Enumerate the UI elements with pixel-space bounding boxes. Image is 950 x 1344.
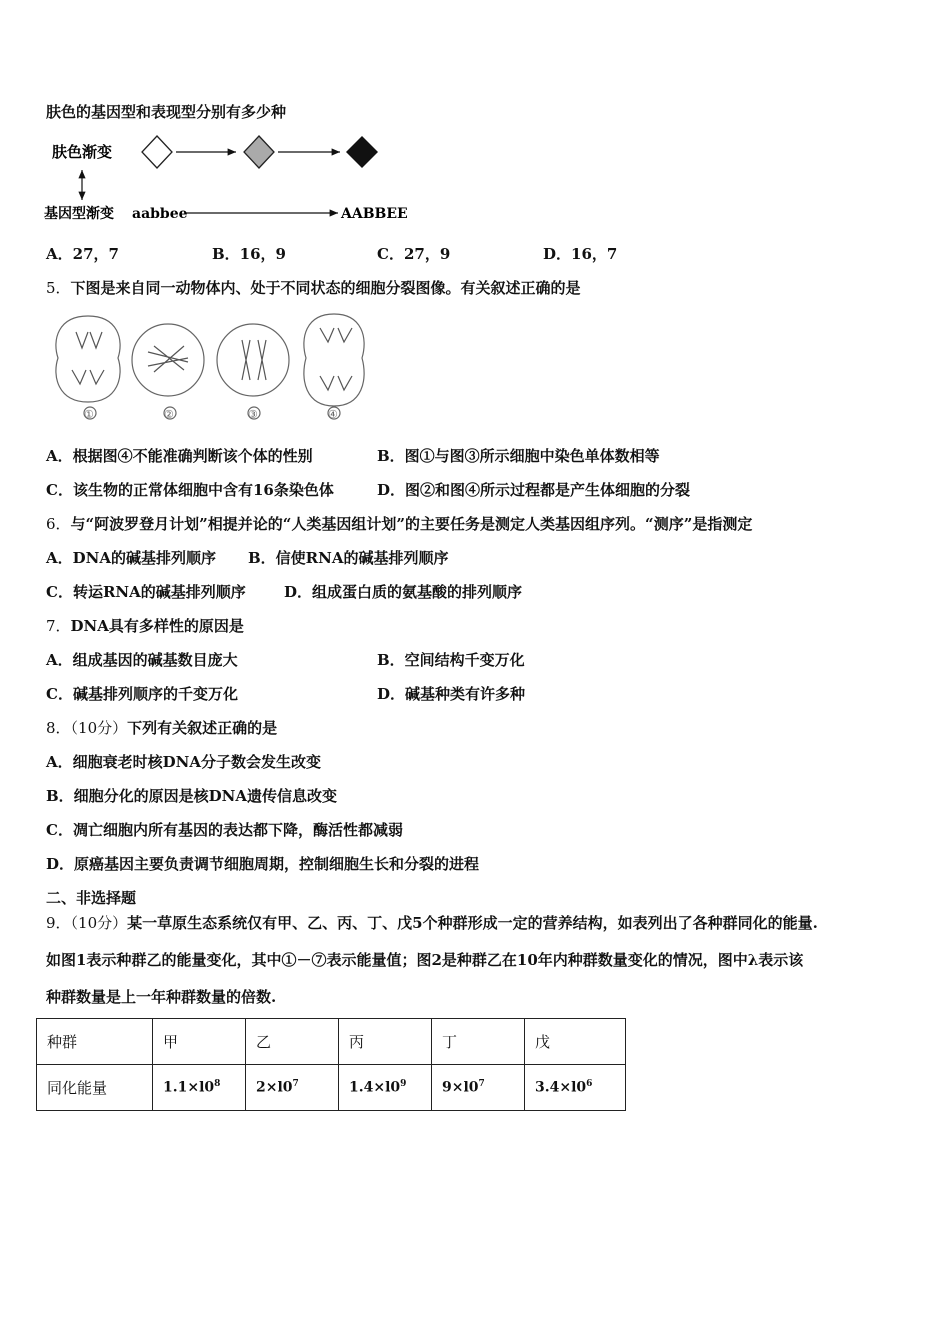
q8-option-c[interactable]: C．凋亡细胞内所有基因的表达都下降，酶活性都减弱 xyxy=(46,821,403,839)
q8-points: （10分） xyxy=(70,719,128,737)
cell-division-figure xyxy=(50,310,380,425)
genotype-start: aabbee xyxy=(132,206,188,222)
q7-option-d[interactable]: D．碱基种类有许多种 xyxy=(377,685,526,703)
q7-stem: 7．DNA具有多样性的原因是 xyxy=(46,617,244,635)
black-diamond-icon xyxy=(346,136,378,168)
q4-stem-tail: 肤色的基因型和表现型分别有多少种 xyxy=(46,103,287,121)
q4-option-d[interactable]: D．16，7 xyxy=(543,245,618,263)
table-cell: 甲 xyxy=(153,1019,246,1065)
cell-label-1: ① xyxy=(84,408,94,421)
q5-option-b[interactable]: B．图①与图③所示细胞中染色单体数相等 xyxy=(377,447,660,465)
q8-option-a[interactable]: A．细胞衰老时核DNA分子数会发生改变 xyxy=(46,753,321,771)
q6-stem: 6．与“阿波罗登月计划”相提并论的“人类基因组计划”的主要任务是测定人类基因组序列。“测序”是指测定 xyxy=(46,515,753,533)
table-cell: 乙 xyxy=(246,1019,339,1065)
cell-label-4: ④ xyxy=(328,408,338,421)
q4-option-a[interactable]: A．27，7 xyxy=(46,245,119,263)
table-cell: $3.4\times l0^6$ xyxy=(525,1065,626,1111)
q4-option-c[interactable]: C．27，9 xyxy=(377,245,451,263)
table-header-energy: 同化能量 xyxy=(37,1065,153,1111)
energy-table xyxy=(36,1018,626,1111)
white-diamond-icon xyxy=(142,136,172,168)
genotype-end: AABBEE xyxy=(341,206,408,222)
q8-number: 8． xyxy=(46,719,71,737)
q7-option-c[interactable]: C．碱基排列顺序的千变万化 xyxy=(46,685,238,703)
skin-gene-diagram xyxy=(40,130,420,230)
q6-option-b[interactable]: B．信使RNA的碱基排列顺序 xyxy=(248,549,449,567)
q5-option-c[interactable]: C．该生物的正常体细胞中含有16条染色体 xyxy=(46,481,334,499)
section-title: 二、非选择题 xyxy=(46,889,137,907)
q5-stem: 5．下图是来自同一动物体内、处于不同状态的细胞分裂图像。有关叙述正确的是 xyxy=(46,279,581,297)
q5-option-a[interactable]: A．根据图④不能准确判断该个体的性别 xyxy=(46,447,313,465)
table-cell: $9\times l0^7$ xyxy=(432,1065,525,1111)
q5-number: 5． xyxy=(46,279,71,297)
q6-number: 6． xyxy=(46,515,71,533)
q9-number: 9． xyxy=(46,914,71,932)
table-row xyxy=(37,1065,626,1111)
q9-line3: 种群数量是上一年种群数量的倍数. xyxy=(46,988,277,1006)
table-cell: $1.4\times l0^9$ xyxy=(339,1065,432,1111)
table-cell: 丙 xyxy=(339,1019,432,1065)
skin-label: 肤色渐变 xyxy=(52,143,113,161)
q7-option-a[interactable]: A．组成基因的碱基数目庞大 xyxy=(46,651,238,669)
q9-line2: 如图1表示种群乙的能量变化，其中①－⑦表示能量值；图2是种群乙在10年内种群数量变化的情况，图中λ表示该 xyxy=(46,951,804,969)
q6-option-c[interactable]: C．转运RNA的碱基排列顺序 xyxy=(46,583,246,601)
q7-option-b[interactable]: B．空间结构千变万化 xyxy=(377,651,525,669)
q6-option-d[interactable]: D．组成蛋白质的氨基酸的排列顺序 xyxy=(284,583,523,601)
table-cell: $1.1\times l0^8$ xyxy=(153,1065,246,1111)
q8-stem: 8．（10分）下列有关叙述正确的是 xyxy=(46,719,278,737)
table-row xyxy=(37,1019,626,1065)
q4-option-b[interactable]: B．16，9 xyxy=(212,245,286,263)
q7-number: 7． xyxy=(46,617,71,635)
cell-label-3: ③ xyxy=(248,408,258,421)
table-cell: 戊 xyxy=(525,1019,626,1065)
q9-points: （10分） xyxy=(70,914,128,932)
gene-label: 基因型渐变 xyxy=(44,206,114,222)
cell-label-2: ② xyxy=(164,408,174,421)
q5-option-d[interactable]: D．图②和图④所示过程都是产生体细胞的分裂 xyxy=(377,481,691,499)
q6-option-a[interactable]: A．DNA的碱基排列顺序 xyxy=(46,549,216,567)
gray-diamond-icon xyxy=(244,136,274,168)
q8-option-b[interactable]: B．细胞分化的原因是核DNA遗传信息改变 xyxy=(46,787,338,805)
q9-line1: 9．（10分）某一草原生态系统仅有甲、乙、丙、丁、戊5个种群形成一定的营养结构，如表列出了各种群同化的能量. xyxy=(46,914,818,932)
table-cell: $2\times l0^7$ xyxy=(246,1065,339,1111)
table-cell: 丁 xyxy=(432,1019,525,1065)
table-header-species: 种群 xyxy=(37,1019,153,1065)
q8-option-d[interactable]: D．原癌基因主要负责调节细胞周期，控制细胞生长和分裂的进程 xyxy=(46,855,480,873)
